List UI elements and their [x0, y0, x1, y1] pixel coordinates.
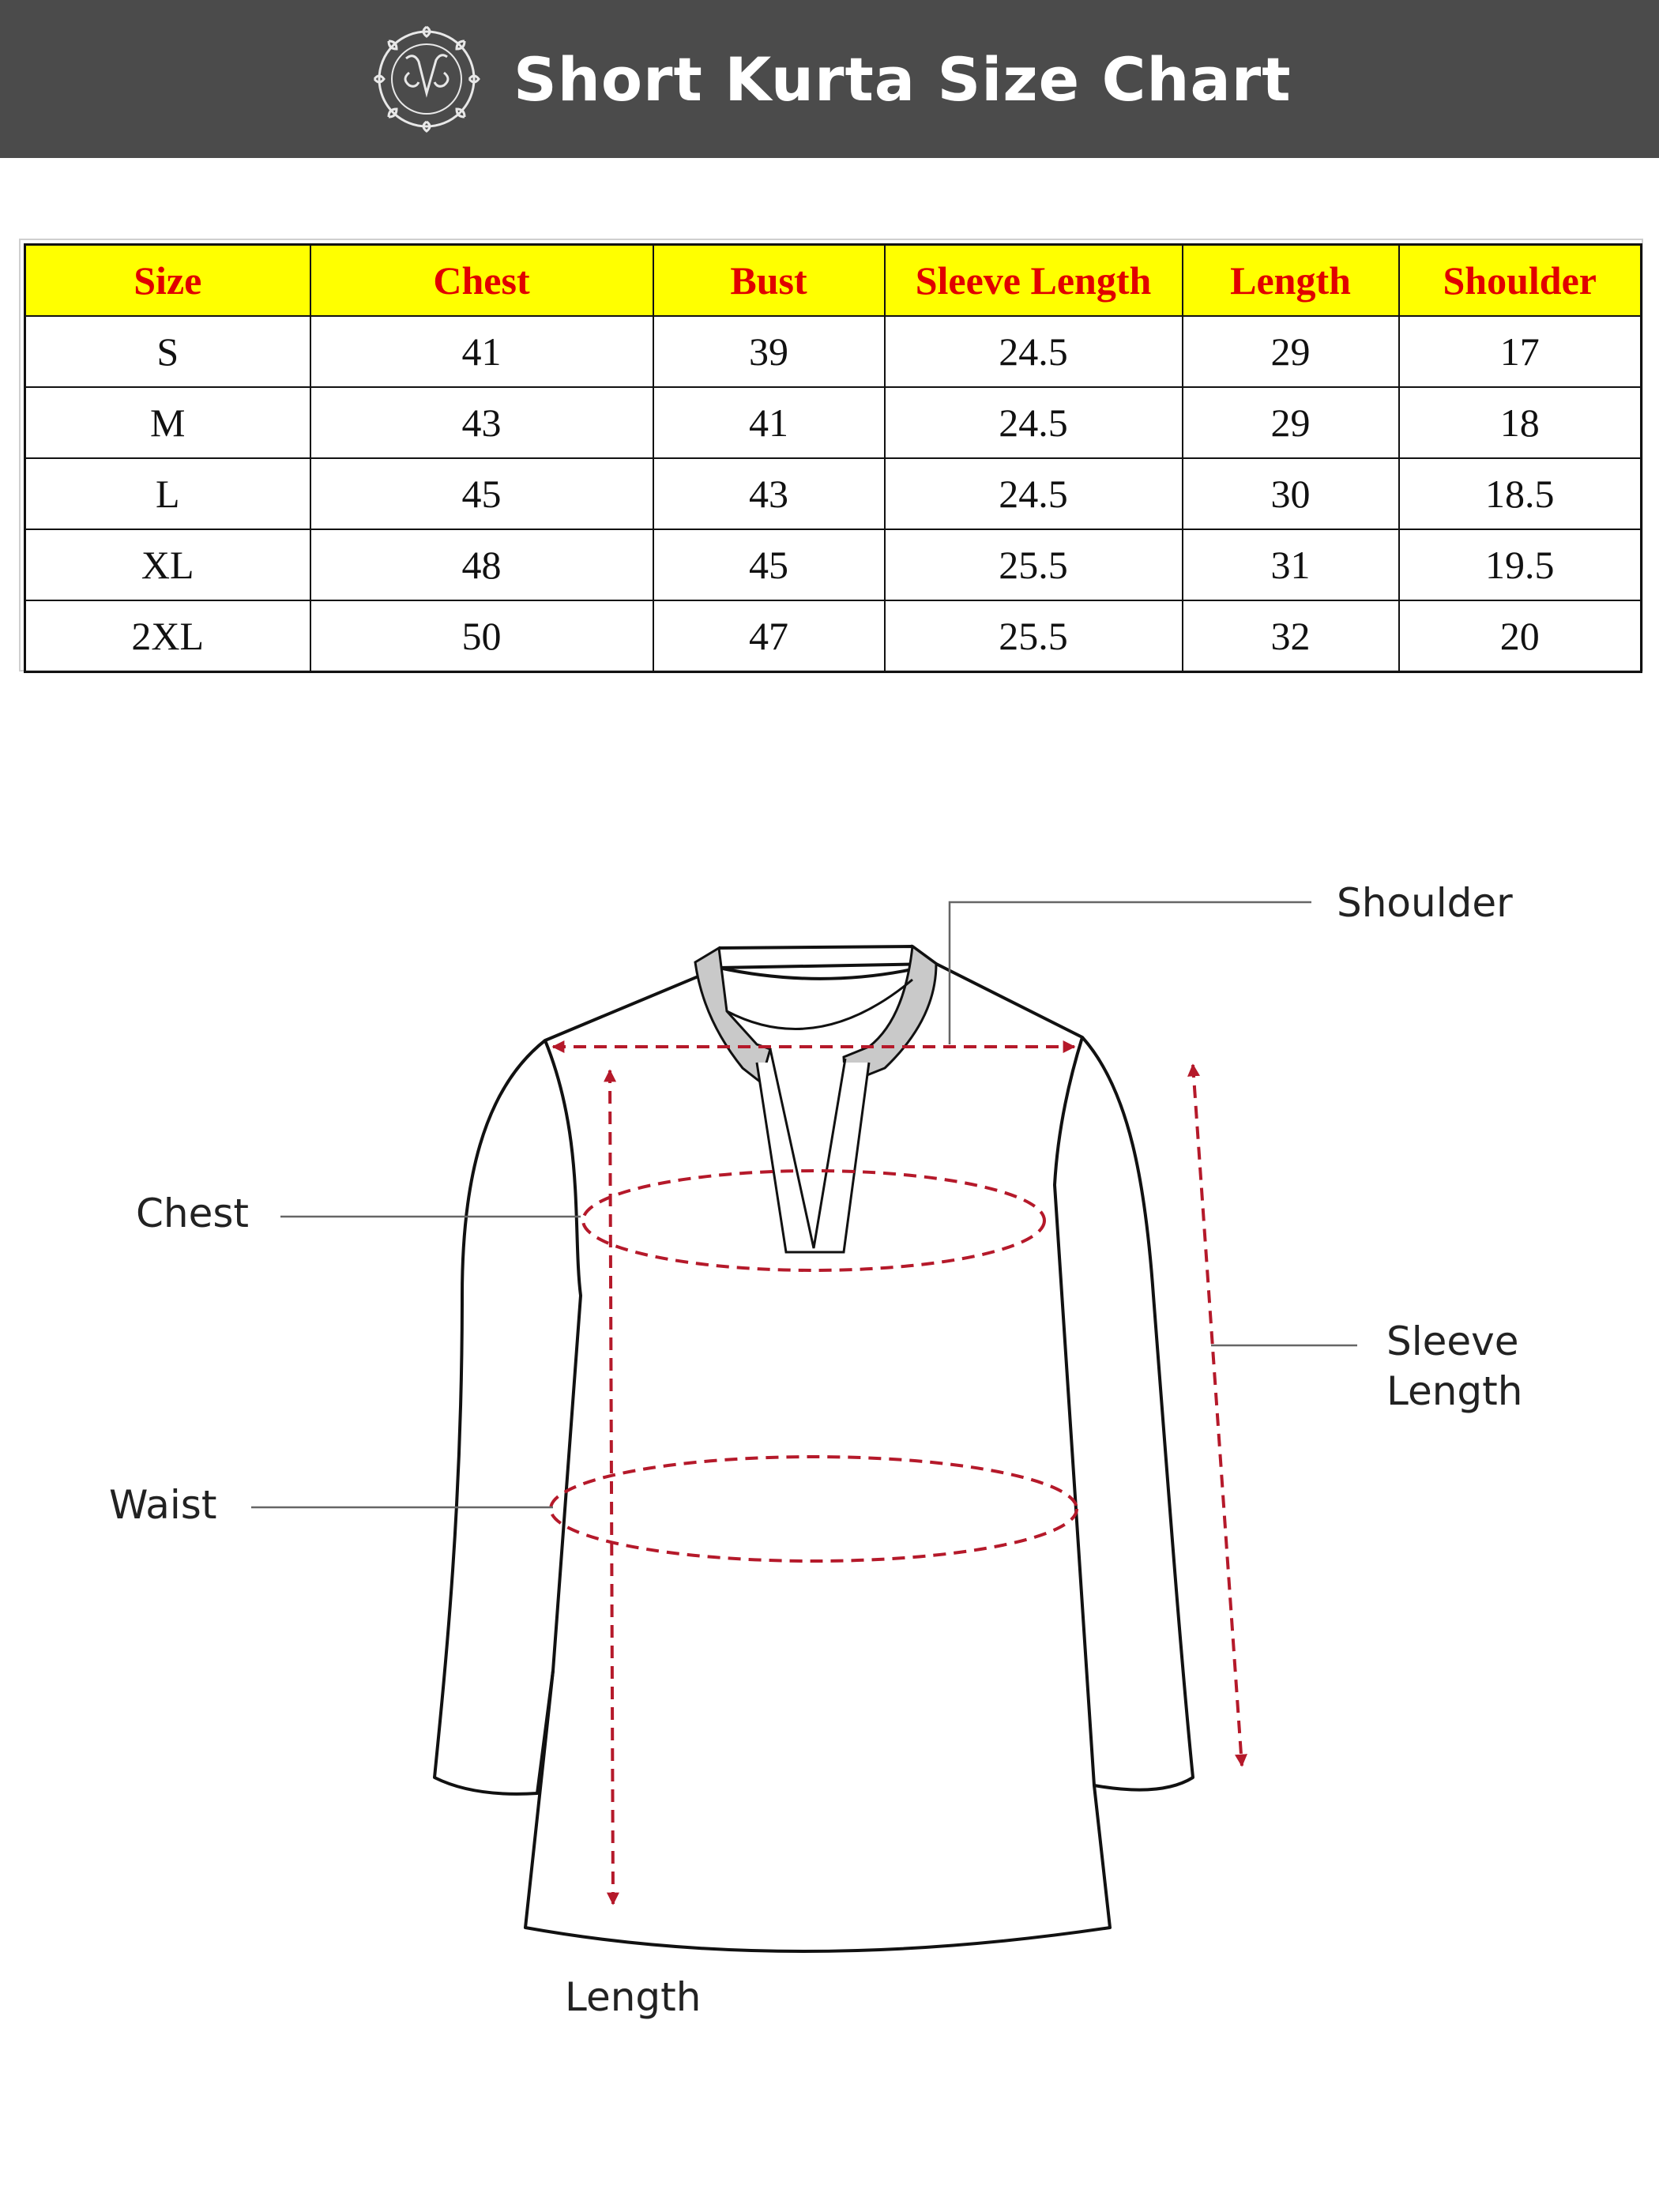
column-header: Shoulder [1399, 245, 1642, 317]
table-cell: 45 [310, 458, 653, 529]
table-cell: 29 [1183, 316, 1399, 387]
table-row [25, 316, 1642, 387]
table-row [25, 387, 1642, 458]
table-cell: 17 [1399, 316, 1642, 387]
table-cell: 50 [310, 600, 653, 672]
table-cell: 20 [1399, 600, 1642, 672]
table-row [25, 529, 1642, 600]
column-header: Chest [310, 245, 653, 317]
table-cell: 31 [1183, 529, 1399, 600]
table-cell: 24.5 [885, 387, 1183, 458]
size-table [24, 243, 1642, 673]
sleeve-measure-line [1193, 1065, 1242, 1766]
table-cell: M [25, 387, 310, 458]
table-cell: 18 [1399, 387, 1642, 458]
table-cell: 43 [310, 387, 653, 458]
table-cell: 25.5 [885, 529, 1183, 600]
column-header: Size [25, 245, 310, 317]
table-cell: 18.5 [1399, 458, 1642, 529]
table-cell: 45 [653, 529, 885, 600]
kurta-measurement-diagram [0, 790, 1659, 2054]
table-cell: L [25, 458, 310, 529]
table-cell: S [25, 316, 310, 387]
column-header: Length [1183, 245, 1399, 317]
table-cell: 41 [310, 316, 653, 387]
page-title: Short Kurta Size Chart [514, 43, 1292, 115]
size-table-frame [19, 239, 1643, 672]
table-cell: 29 [1183, 387, 1399, 458]
header-content [371, 24, 1292, 134]
table-row [25, 458, 1642, 529]
table-cell: 39 [653, 316, 885, 387]
table-cell: 2XL [25, 600, 310, 672]
table-cell: XL [25, 529, 310, 600]
table-cell: 19.5 [1399, 529, 1642, 600]
table-cell: 25.5 [885, 600, 1183, 672]
table-header-row [25, 245, 1642, 317]
table-cell: 41 [653, 387, 885, 458]
column-header: Bust [653, 245, 885, 317]
sleeve-label-line1: Sleeve [1386, 1319, 1519, 1364]
table-cell: 43 [653, 458, 885, 529]
table-cell: 47 [653, 600, 885, 672]
waist-label: Waist [109, 1482, 217, 1528]
ornate-monogram-v-icon [371, 24, 482, 134]
length-label: Length [565, 1974, 702, 2020]
table-cell: 30 [1183, 458, 1399, 529]
table-cell: 24.5 [885, 316, 1183, 387]
sleeve-label-line2: Length [1386, 1368, 1523, 1414]
table-cell: 24.5 [885, 458, 1183, 529]
table-cell: 48 [310, 529, 653, 600]
chest-label: Chest [136, 1191, 250, 1236]
column-header: Sleeve Length [885, 245, 1183, 317]
table-cell: 32 [1183, 600, 1399, 672]
shoulder-label: Shoulder [1337, 880, 1513, 926]
header-bar [0, 0, 1659, 158]
table-row [25, 600, 1642, 672]
